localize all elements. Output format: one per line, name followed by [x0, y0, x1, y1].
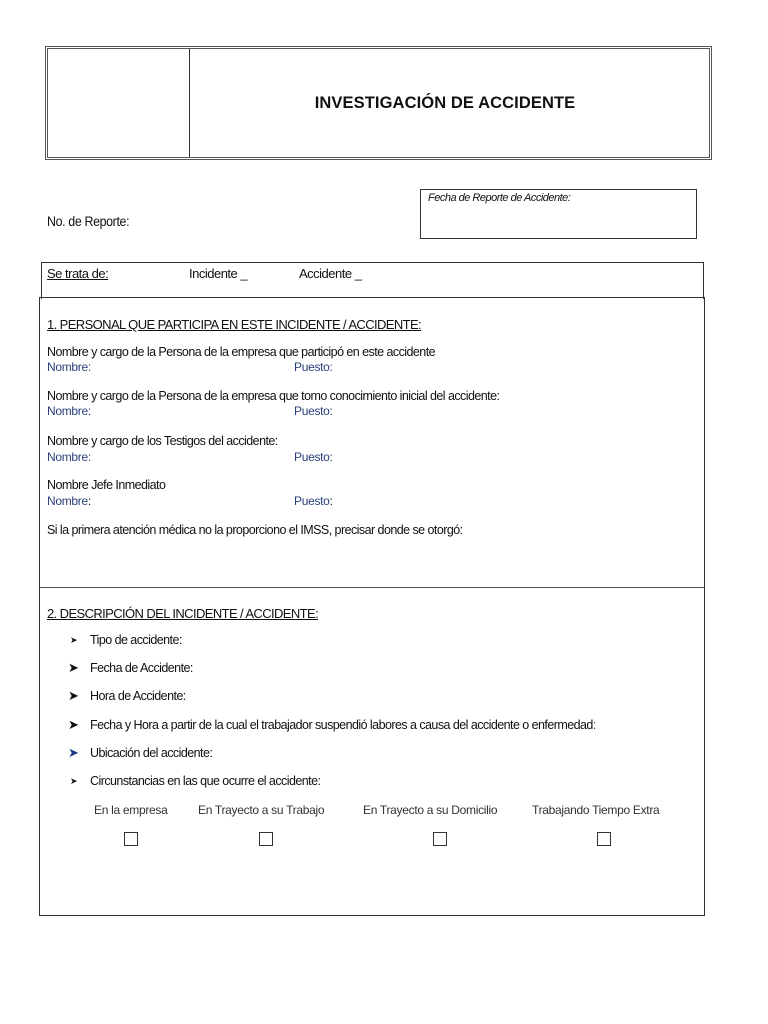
supervisor-position-label[interactable]: Puesto: — [294, 494, 333, 508]
option-accident[interactable]: Accidente _ — [299, 266, 362, 281]
supervisor-name-label[interactable]: Nombre: — [47, 494, 91, 508]
report-date-label: Fecha de Reporte de Accidente: — [428, 192, 571, 204]
question-supervisor: Nombre Jefe Inmediato — [47, 478, 166, 492]
section-divider — [40, 587, 704, 588]
circumstance-label-to-work: En Trayecto a su Trabajo — [198, 803, 325, 817]
question-participant: Nombre y cargo de la Persona de la empresa que participó en este accidente — [47, 345, 436, 359]
item-circumstances: ➤ Circunstancias en las que ocurre el accidente: — [70, 774, 321, 788]
arrow-bullet-icon: ➤ — [68, 745, 79, 760]
checkbox-to-home[interactable] — [433, 832, 447, 846]
item-accident-location: ➤ Ubicación del accidente: — [68, 745, 213, 760]
section2-title: 2. DESCRIPCIÓN DEL INCIDENTE / ACCIDENTE: — [47, 606, 319, 621]
circumstance-label-to-home: En Trayecto a su Domicilio — [363, 803, 498, 817]
checkbox-overtime[interactable] — [597, 832, 611, 846]
initial-knowledge-position-label[interactable]: Puesto: — [294, 404, 333, 418]
checkbox-to-work[interactable] — [259, 832, 273, 846]
report-number-label: No. de Reporte: — [47, 214, 130, 229]
arrow-bullet-icon: ➤ — [68, 717, 79, 732]
circumstance-label-company: En la empresa — [94, 803, 168, 817]
logo-cell — [48, 49, 190, 157]
arrow-bullet-icon: ➤ — [70, 775, 77, 786]
initial-knowledge-name-label[interactable]: Nombre: — [47, 404, 91, 418]
arrow-bullet-icon: ➤ — [68, 660, 79, 675]
question-witnesses: Nombre y cargo de los Testigos del accidente: — [47, 434, 278, 448]
item-accident-time: ➤ Hora de Accidente: — [68, 688, 186, 703]
participant-name-label[interactable]: Nombre: — [47, 360, 91, 374]
item-work-suspension: ➤ Fecha y Hora a partir de la cual el trabajador suspendió labores a causa del accidente o enfermedad : — [68, 717, 596, 732]
question-medical-attention: Si la primera atención médica no la proporciono el IMSS, precisar donde se otorgó: — [47, 523, 463, 537]
arrow-bullet-icon: ➤ — [70, 634, 77, 645]
question-initial-knowledge: Nombre y cargo de la Persona de la empresa que tomo conocimiento inicial del accidente: — [47, 389, 500, 403]
item-accident-type: ➤ Tipo de accidente: — [70, 633, 182, 647]
option-incident[interactable]: Incidente _ — [189, 266, 248, 281]
report-date-field[interactable] — [420, 189, 697, 239]
witness-position-label[interactable]: Puesto: — [294, 450, 333, 464]
type-selection-row — [41, 262, 704, 299]
witness-name-label[interactable]: Nombre: — [47, 450, 91, 464]
page-title: INVESTIGACIÓN DE ACCIDENTE — [314, 93, 576, 112]
type-label: Se trata de: — [47, 266, 109, 281]
form-header — [45, 46, 712, 160]
section1-title: 1. PERSONAL QUE PARTICIPA EN ESTE INCIDENTE / ACCIDENTE: — [47, 317, 422, 332]
item-accident-date: ➤ Fecha de Accidente: — [68, 660, 193, 675]
circumstance-label-overtime: Trabajando Tiempo Extra — [532, 803, 660, 817]
participant-position-label[interactable]: Puesto: — [294, 360, 333, 374]
arrow-bullet-icon: ➤ — [68, 688, 79, 703]
checkbox-company[interactable] — [124, 832, 138, 846]
main-form-box — [39, 297, 705, 916]
